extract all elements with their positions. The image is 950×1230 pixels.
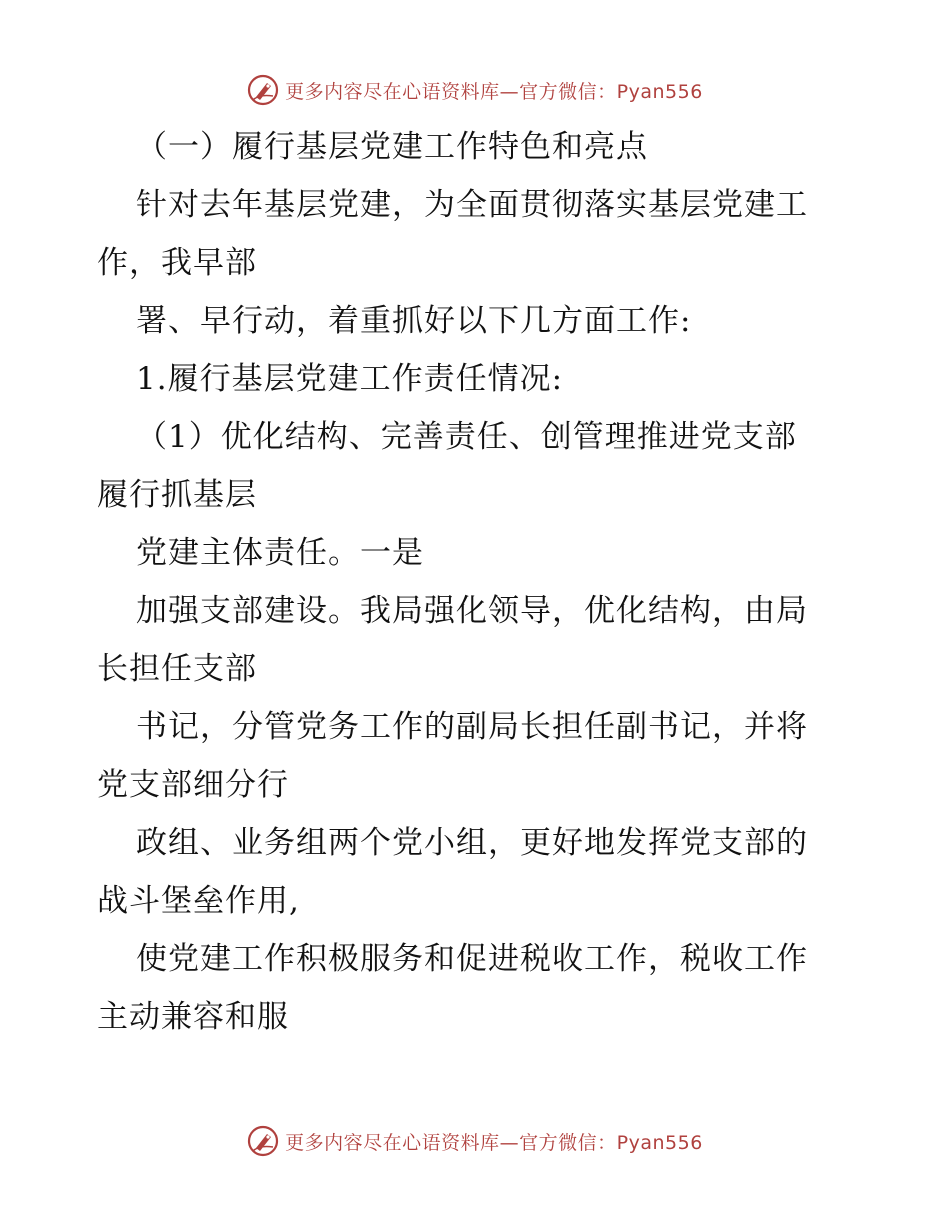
paragraph-line: 履行抓基层 — [97, 477, 257, 513]
paragraph-line: 作，我早部 — [97, 245, 257, 281]
document-body — [97, 118, 857, 1046]
paragraph-line: 使党建工作积极服务和促进税收工作，税收工作 — [136, 941, 808, 977]
pen-nib-logo-icon — [247, 74, 279, 106]
paragraph-line: 战斗堡垒作用, — [97, 883, 300, 919]
paragraph-line: 加强支部建设。我局强化领导，优化结构，由局 — [136, 593, 808, 629]
section-heading: （一）履行基层党建工作特色和亮点 — [136, 129, 648, 165]
paragraph-line: 书记，分管党务工作的副局长担任副书记，并将 — [136, 709, 808, 745]
subheading-line: 1.履行基层党建工作责任情况: — [136, 361, 564, 397]
header-banner — [0, 70, 950, 110]
paragraph-line: 政组、业务组两个党小组，更好地发挥党支部的 — [136, 825, 808, 861]
footer-banner — [0, 1121, 950, 1161]
paragraph-line: 主动兼容和服 — [97, 999, 289, 1035]
header-banner-text: 更多内容尽在心语资料库—官方微信：Pyan556 — [285, 80, 703, 103]
paragraph-line: 党支部细分行 — [97, 767, 289, 803]
paragraph-line: 署、早行动，着重抓好以下几方面工作: — [136, 303, 692, 339]
pen-nib-logo-icon — [247, 1125, 279, 1157]
footer-banner-text: 更多内容尽在心语资料库—官方微信：Pyan556 — [285, 1131, 703, 1154]
paragraph-line: 党建主体责任。一是 — [136, 535, 424, 571]
paragraph-line: 长担任支部 — [97, 651, 257, 687]
paragraph-line: 针对去年基层党建，为全面贯彻落实基层党建工 — [136, 187, 808, 223]
paragraph-line: （1）优化结构、完善责任、创管理推进党支部 — [136, 419, 797, 455]
